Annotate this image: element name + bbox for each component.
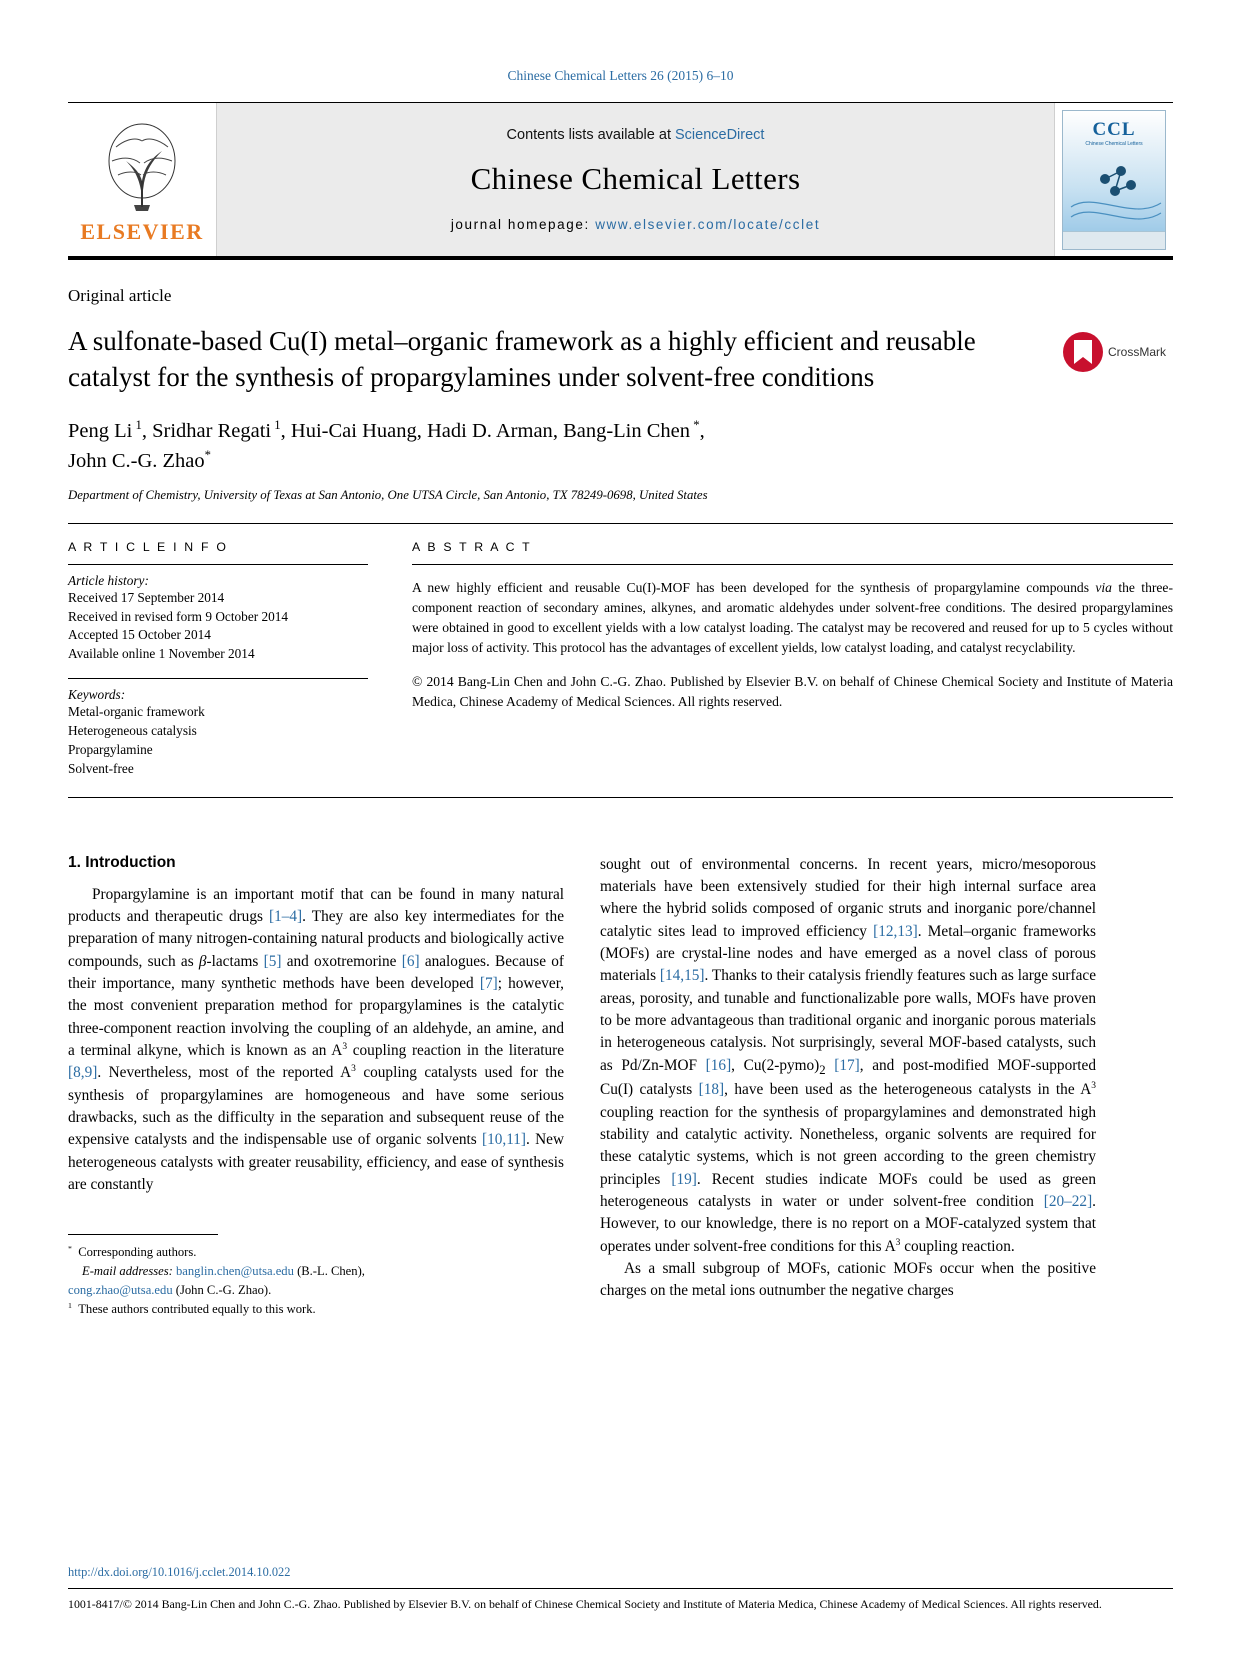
email-owner-zhao: (John C.-G. Zhao).	[175, 1283, 272, 1298]
article-history-list	[68, 589, 368, 665]
citation-link[interactable]: [18]	[698, 1081, 725, 1099]
title-row	[68, 324, 1173, 396]
text-run: -lactams	[206, 952, 264, 970]
journal-cover-thumbnail	[1055, 103, 1173, 256]
article-history-item: Accepted 15 October 2014	[68, 627, 211, 643]
cover-title: CCL	[1092, 118, 1136, 140]
elsevier-wordmark: ELSEVIER	[80, 218, 204, 244]
journal-title: Chinese Chemical Letters	[470, 161, 801, 196]
text-run: . New heterogeneous catalysts with greater reusability, efficiency, and ease of synthesis are constantly	[68, 1131, 564, 1193]
footnote-emails-2	[68, 1281, 564, 1300]
author-name: John C.-G. Zhao	[68, 449, 205, 472]
abstract-column	[412, 540, 1173, 779]
author-sup: 1	[271, 417, 281, 432]
author-sup: 1	[132, 417, 142, 432]
text-run: coupling reaction for the synthesis of propargylamines and demonstrated high stability and catalytic activity. Nonetheless, organic solvents are required for these catalytic systems, which is not green according to the green chemistry principles	[600, 1103, 1096, 1188]
article-history-label: Article history:	[68, 572, 149, 588]
crossmark-label: CrossMark	[1108, 345, 1167, 359]
text-run: , have been used as the heterogeneous catalysts in the A	[724, 1081, 1092, 1099]
footnote-divider	[68, 1234, 218, 1235]
paragraph-mofs	[600, 854, 1096, 1258]
cover-subtitle: Chinese Chemical Letters	[1085, 140, 1143, 147]
footnote-corresponding: * Corresponding authors.	[68, 1244, 197, 1260]
article-history-item: Available online 1 November 2014	[68, 646, 255, 662]
citation-link[interactable]: [16]	[705, 1056, 732, 1074]
journal-homepage-line	[451, 217, 820, 232]
divider	[68, 678, 368, 679]
subscript: 2	[819, 1062, 826, 1077]
sciencedirect-link[interactable]: ScienceDirect	[675, 127, 765, 143]
cover-artwork	[1062, 110, 1166, 250]
text-run: . Metal–organic frameworks (MOFs) are crystal-line nodes and have emerged as a novel class of porous materials	[600, 922, 1096, 985]
superscript: 3	[1091, 1081, 1096, 1092]
text-run: . Nevertheless, most of the reported A	[97, 1064, 352, 1082]
abstract-part-2: the three-component reaction of secondary amines, alkynes, and aromatic aldehydes under solvent-free conditions. The desired propargylamines were obtained in good to excellent yields with a low catalyst loading. The catalyst may be recovered and reused for up to 5 cycles without major loss of activity. This protocol has the advantages of excellent yields, low catalyst loading, and catalyst recyclability.	[412, 580, 1173, 656]
affiliation: Department of Chemistry, University of Texas at San Antonio, One UTSA Circle, San Antonio, TX 78249-0698, United States	[68, 487, 708, 502]
divider	[68, 564, 368, 565]
abstract-part-1: A new highly efficient and reusable Cu(I)-MOF has been developed for the synthesis of propargylamine compounds	[412, 580, 1096, 596]
footnote-equal-contribution-text: These authors contributed equally to this work.	[78, 1302, 316, 1317]
keyword-item: Heterogeneous catalysis	[68, 723, 197, 739]
abstract-via: via	[1095, 580, 1112, 596]
author-sup: *	[690, 417, 700, 432]
author-name: Bang-Lin Chen	[563, 419, 691, 442]
text-run	[826, 1057, 835, 1074]
article-history-item: Received in revised form 9 October 2014	[68, 608, 289, 624]
journal-masthead	[68, 102, 1173, 260]
citation-link[interactable]: [5]	[263, 952, 282, 970]
authors-line-1: Peng Li $^1$, Sridhar Regati $^1$, Hui-Cai Huang, Hadi D. Arman, Bang-Lin Chen *,	[68, 417, 705, 442]
citation-link[interactable]: [19]	[671, 1170, 697, 1188]
text-run: coupling catalysts used for the synthesis of propargylamines are homogeneous and have some serious drawbacks, such as the difficulty in the separation and subsequent reuse of the expensive catalysts and the indispensable use of organic solvents	[68, 1064, 564, 1149]
text-run: , and post-modified MOF-supported Cu(I) catalysts	[600, 1056, 1096, 1099]
page-footer	[68, 1565, 1173, 1612]
author-name: Sridhar Regati	[152, 419, 272, 442]
author-sup: *	[204, 447, 212, 462]
divider	[412, 564, 1173, 565]
section-heading-introduction: 1. Introduction	[68, 853, 176, 871]
citation-link[interactable]: [17]	[834, 1056, 860, 1074]
info-abstract-block	[68, 523, 1173, 798]
contents-available-line	[507, 127, 765, 143]
citation-link[interactable]: [10,11]	[481, 1131, 527, 1149]
cover-graphic-icon	[1063, 111, 1166, 250]
keywords-label: Keywords:	[68, 687, 126, 703]
keyword-item: Metal-organic framework	[68, 704, 205, 720]
text-run: , Cu(2-pymo)	[731, 1056, 820, 1074]
superscript: 3	[895, 1237, 901, 1248]
footnote-emails	[68, 1262, 564, 1281]
superscript: 3	[351, 1064, 356, 1075]
text-run: sought out of environmental concerns. In recent years, micro/mesoporous materials have been extensively studied for their high internal surface area where the hybrid solids composed of organic struts and inorganic pore/channel catalytic sites lead to improved efficiency	[600, 855, 1096, 940]
text-run: Propargylamine is an important motif that can be found in many natural products and therapeutic drugs	[68, 885, 564, 926]
crossmark-icon	[1063, 332, 1103, 372]
text-run: β	[198, 952, 207, 970]
body-column-left	[68, 854, 564, 1320]
email-link-chen[interactable]: banglin.chen@utsa.edu	[175, 1264, 294, 1279]
authors-line-2	[68, 446, 1173, 476]
email-link-zhao[interactable]: cong.zhao@utsa.edu	[68, 1283, 173, 1298]
superscript: 3	[342, 1041, 348, 1052]
article-info-heading: A R T I C L E I N F O	[68, 539, 229, 554]
abstract-text	[412, 578, 1173, 658]
text-run: . Recent studies indicate MOFs could be used as green heterogeneous catalysts in water or under solvent-free condition	[600, 1170, 1096, 1210]
citation-link[interactable]: [7]	[479, 975, 498, 992]
text-run: . They are also key intermediates for the preparation of many nitrogen-containing natural products and biologically active compounds, such as	[68, 908, 564, 970]
body-column-right	[600, 854, 1096, 1320]
paragraph-intro	[68, 884, 564, 1197]
text-run: . Thanks to their catalysis friendly features such as large surface areas, porosity, and tunable and functionalizable pore walls, MOFs have proven to be more advantageous than traditional organic and inorganic porous materials in heterogeneous catalysis. Not surprisingly, several MOF-based catalysts, such as Pd/Zn-MOF	[600, 967, 1096, 1074]
footnote-corresponding-text: Corresponding authors.	[78, 1245, 197, 1260]
citation-link[interactable]: [14,15]	[659, 967, 705, 985]
footer-copyright: 1001-8417/© 2014 Bang-Lin Chen and John C.-G. Zhao. Published by Elsevier B.V. on behalf of Chinese Chemical Society and Institute of Materia Medica, Chinese Academy of Medical Sciences. All rights reserved.	[68, 1597, 1102, 1611]
citation-link[interactable]: [20–22]	[1043, 1192, 1093, 1210]
footnotes-block	[68, 1226, 564, 1319]
homepage-label: journal homepage:	[450, 217, 596, 232]
text-run: . However, to our knowledge, there is no report on a MOF-catalyzed system that operates under solvent-free conditions for this A	[600, 1192, 1096, 1255]
doi-link[interactable]: http://dx.doi.org/10.1016/j.cclet.2014.10.022	[68, 1565, 291, 1579]
citation-link[interactable]: [6]	[401, 952, 420, 970]
text-run: ; however, the most convenient preparation method for propargylamines is the catalytic three-component reaction involving the coupling of an aldehyde, an amine, and a terminal alkyne, which is known as an A	[68, 975, 565, 1059]
crossmark-badge[interactable]	[1063, 324, 1173, 372]
footnote-equal-contribution: $^1$ These authors contributed equally to this work.	[68, 1301, 316, 1317]
email-label: E-mail addresses:	[82, 1264, 173, 1279]
masthead-center	[216, 103, 1055, 256]
page-title: A sulfonate-based Cu(I) metal–organic framework as a highly efficient and reusable catalyst for the synthesis of propargylamines under solvent-free conditions	[68, 326, 976, 392]
author-name: Hui-Cai Huang	[290, 419, 417, 442]
article-info-column	[68, 540, 368, 779]
text-run: analogues. Because of their importance, many synthetic methods have been developed	[68, 952, 565, 992]
citation-link[interactable]: [1–4]	[269, 908, 303, 926]
article-history-item: Received 17 September 2014	[68, 589, 225, 605]
elsevier-tree-icon	[96, 117, 188, 217]
elsevier-logo	[68, 103, 216, 256]
text-run: and oxotremorine	[281, 952, 402, 970]
keyword-item: Solvent-free	[68, 760, 134, 776]
abstract-copyright: © 2014 Bang-Lin Chen and John C.-G. Zhao. Published by Elsevier B.V. on behalf of Chinese Chemical Society and Institute of Materia Medica, Chinese Academy of Medical Sciences. All rights reserved.	[412, 673, 1173, 709]
cover-bottom-band	[1063, 231, 1165, 249]
author-name: Peng Li	[68, 419, 133, 442]
text-run: coupling reaction.	[900, 1237, 1015, 1255]
paragraph-cationic-mofs: As a small subgroup of MOFs, cationic MOFs occur when the positive charges on the metal ions outnumber the negative charges	[600, 1259, 1096, 1300]
authors-block	[68, 416, 1173, 476]
email-owner-chen: (B.-L. Chen),	[297, 1264, 365, 1279]
keywords-list	[68, 703, 368, 779]
article-body	[68, 854, 1173, 1320]
keyword-item: Propargylamine	[68, 741, 153, 757]
citation-link[interactable]: [12,13]	[873, 922, 918, 940]
footer-divider	[68, 1588, 1173, 1589]
author-name: Hadi D. Arman	[426, 419, 553, 442]
contents-prefix: Contents lists available at	[506, 127, 675, 143]
abstract-heading: A B S T R A C T	[412, 539, 532, 554]
running-head: Chinese Chemical Letters 26 (2015) 6–10	[507, 68, 734, 83]
homepage-url[interactable]: www.elsevier.com/locate/cclet	[595, 217, 821, 232]
citation-link[interactable]: [8,9]	[68, 1064, 98, 1082]
text-run: coupling reaction in the literature	[347, 1041, 565, 1059]
article-type-label: Original article	[68, 286, 172, 305]
